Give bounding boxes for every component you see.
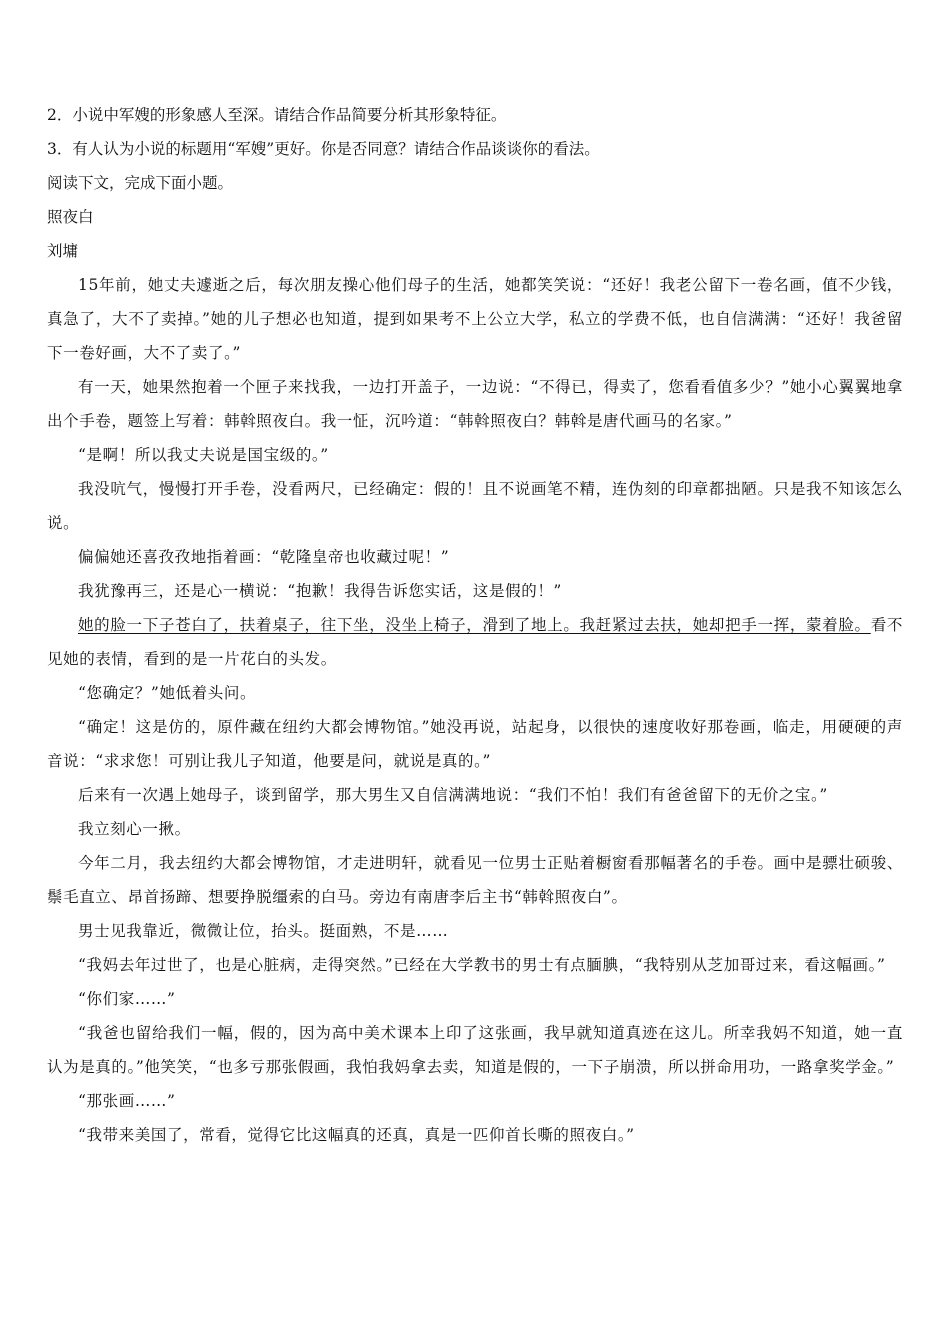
story-paragraph-5: 偏偏她还喜孜孜地指着画：“乾隆皇帝也收藏过呢！” (78, 548, 450, 566)
underlined-sentence: 她的脸一下子苍白了，扶着桌子，往下坐，没坐上椅子，滑到了地上。我赶紧过去扶，她却把手一挥，蒙着脸。 (78, 616, 871, 634)
story-title: 照夜白 (47, 208, 94, 226)
story-paragraph-7 (47, 608, 903, 676)
story-paragraph-11: 我立刻心一揪。 (78, 820, 191, 838)
story-paragraph-18: “我带来美国了，常看，觉得它比这幅真的还真，真是一匹仰首长嘶的照夜白。” (78, 1126, 635, 1144)
story-paragraph-2: 有一天，她果然抱着一个匣子来找我，一边打开盖子，一边说：“不得已，得卖了，您看看值多少？”她小心翼翼地拿出个手卷，题签上写着：韩斡照夜白。我一怔，沉吟道：“韩斡照夜白？韩斡是唐代画马的名家。” (47, 378, 903, 430)
story-paragraph-17: “那张画……” (78, 1092, 176, 1110)
story-paragraph-8: “您确定？”她低着头问。 (78, 684, 257, 702)
story-paragraph-1: 15年前，她丈夫遽逝之后，每次朋友操心他们母子的生活，她都笑笑说：“还好！我老公留下一卷名画，值不少钱，真急了，大不了卖掉。”她的儿子想必也知道，提到如果考不上公立大学，私立的学费不低，也自信满满：“还好！我爸留下一卷好画，大不了卖了。” (47, 276, 903, 362)
question-2: 2．小说中军嫂的形象感人至深。请结合作品简要分析其形象特征。 (47, 106, 507, 124)
story-paragraph-6: 我犹豫再三，还是心一横说：“抱歉！我得告诉您实话，这是假的！” (78, 582, 562, 600)
story-paragraph-12: 今年二月，我去纽约大都会博物馆，才走进明轩，就看见一位男士正贴着橱窗看那幅著名的手卷。画中是骠壮硕骏、鬃毛直立、昂首扬蹄、想要挣脱缰索的白马。旁边有南唐李后主书“韩斡照夜白”。 (47, 854, 903, 906)
story-paragraph-13: 男士见我靠近，微微让位，抬头。挺面熟，不是…… (78, 922, 449, 940)
story-paragraph-16: “我爸也留给我们一幅，假的，因为高中美术课本上印了这张画，我早就知道真迹在这儿。所幸我妈不知道，她一直认为是真的。”他笑笑，“也多亏那张假画，我怕我妈拿去卖，知道是假的，一下子崩溃，所以拼命用功，一路拿奖学金。” (47, 1024, 903, 1076)
story-paragraph-10: 后来有一次遇上她母子，谈到留学，那大男生又自信满满地说：“我们不怕！我们有爸爸留下的无价之宝。” (78, 786, 828, 804)
paragraph-7-rest: 看不见她的表情，看到的是一片花白的头发。 (47, 616, 903, 668)
document-content (47, 98, 903, 1152)
story-paragraph-9: “确定！这是仿的，原件藏在纽约大都会博物馆。”她没再说，站起身，以很快的速度收好那卷画，临走，用硬硬的声音说：“求求您！可别让我儿子知道，他要是问，就说是真的。” (47, 718, 903, 770)
story-paragraph-15: “你们家……” (78, 990, 176, 1008)
story-author: 刘墉 (47, 242, 79, 260)
question-3: 3．有人认为小说的标题用“军嫂”更好。你是否同意？请结合作品谈谈你的看法。 (47, 140, 600, 158)
reading-instruction: 阅读下文，完成下面小题。 (47, 174, 234, 192)
story-paragraph-14: “我妈去年过世了，也是心脏病，走得突然。”已经在大学教书的男士有点腼腆，“我特别从芝加哥过来，看这幅画。” (78, 956, 886, 974)
story-paragraph-4: 我没吭气，慢慢打开手卷，没看两尺，已经确定：假的！且不说画笔不精，连伪刻的印章都拙陋。只是我不知该怎么说。 (47, 480, 903, 532)
story-paragraph-3: “是啊！所以我丈夫说是国宝级的。” (78, 446, 329, 464)
